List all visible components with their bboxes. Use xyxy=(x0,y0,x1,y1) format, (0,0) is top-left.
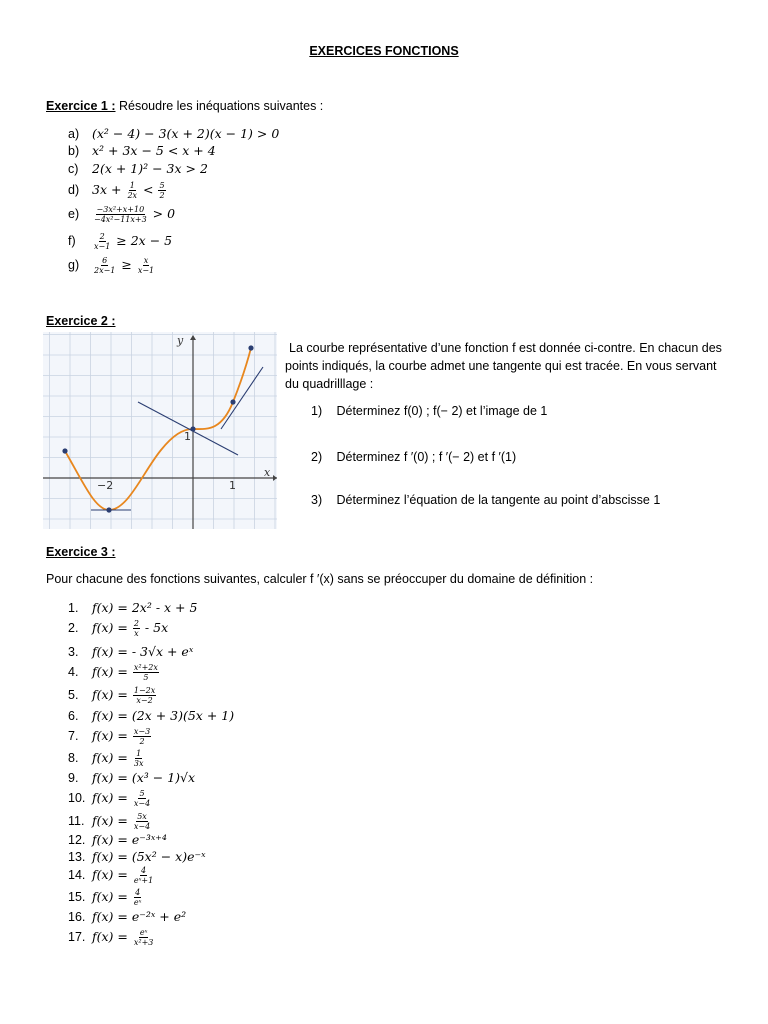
function-expression-suffix: - 5x xyxy=(140,620,169,635)
function-fraction-denominator: x xyxy=(134,629,139,638)
function-item-16 xyxy=(68,909,186,924)
inequation-fraction-denominator: x−1 xyxy=(94,242,111,251)
function-fraction-numerator: x−3 xyxy=(133,727,151,736)
function-item-number: 3. xyxy=(68,645,79,659)
function-fraction xyxy=(133,812,151,831)
tick-label-minus-2: −2 xyxy=(97,479,114,492)
function-expression-prefix: f(x) = xyxy=(92,867,132,882)
function-expression xyxy=(92,789,152,808)
inequation-label: a) xyxy=(68,127,80,141)
inequation-label: e) xyxy=(68,207,80,221)
inequation-d xyxy=(68,181,167,200)
exercise-2-heading xyxy=(46,314,116,328)
function-expression xyxy=(92,686,157,705)
inequation-fraction-denominator: −4x²−11x+3 xyxy=(94,215,147,224)
function-item-number: 13. xyxy=(68,850,86,864)
function-item-number: 4. xyxy=(68,665,79,679)
inequation-fraction-numerator: 2 xyxy=(99,232,105,241)
point-0 xyxy=(190,426,195,431)
function-fraction-numerator: eˣ xyxy=(139,928,148,937)
function-expression xyxy=(92,866,155,885)
inequation-b xyxy=(68,143,216,158)
inequation-a xyxy=(68,126,279,141)
function-expression-prefix: f(x) = xyxy=(92,929,132,944)
function-expression xyxy=(92,928,155,947)
inequation-label: f) xyxy=(68,234,76,248)
exercise-3-heading xyxy=(46,545,116,559)
function-fraction-numerator: 5 xyxy=(139,789,145,798)
inequation-label: g) xyxy=(68,258,80,272)
function-item-3 xyxy=(68,644,193,659)
function-fraction-numerator: 5x xyxy=(137,812,147,821)
function-fraction-denominator: 5 xyxy=(143,673,149,682)
inequation-expression: (x² − 4) − 3(x + 2)(x − 1) > 0 xyxy=(92,126,280,141)
inequation-fraction-denominator: x−1 xyxy=(137,266,155,275)
question-1-number: 1) xyxy=(311,404,323,418)
function-expression-prefix: f(x) = 2x² - x + 5 xyxy=(92,600,198,615)
function-fraction-denominator: x−4 xyxy=(133,822,151,831)
exercise-1-heading xyxy=(46,99,323,113)
function-item-number: 15. xyxy=(68,890,86,904)
function-fraction-numerator: 4 xyxy=(135,888,141,897)
function-item-number: 5. xyxy=(68,688,79,702)
inequation-expression: 2(x + 1)² − 3x > 2 xyxy=(92,161,208,176)
inequation-fraction-numerator: x xyxy=(143,256,149,265)
function-fraction xyxy=(133,686,156,705)
function-expression-prefix: f(x) = xyxy=(92,750,132,765)
inequation-fraction-denominator: 2x xyxy=(127,191,138,200)
tick-label-1-x: 1 xyxy=(229,479,236,492)
function-fraction-denominator: 3x xyxy=(133,759,144,768)
function-fraction-numerator: 1 xyxy=(136,749,142,758)
function-item-11 xyxy=(68,812,152,831)
inequation-fraction xyxy=(93,256,116,275)
function-expression-prefix: f(x) = (x³ − 1)√x xyxy=(92,770,196,785)
tick-label-1-y: 1 xyxy=(184,430,191,443)
inequation-fraction xyxy=(137,256,155,275)
function-expression xyxy=(92,708,234,723)
inequation-operator: > 0 xyxy=(148,206,176,221)
exercise-2-label: Exercice 2 : xyxy=(46,314,116,328)
function-expression-prefix: f(x) = xyxy=(92,664,132,679)
page-title: EXERCICES FONCTIONS xyxy=(309,44,459,58)
function-expression xyxy=(92,663,160,682)
exercise-2-paragraph: La courbe représentative d’une fonction f est donnée ci-contre. En chacun des points indiqués, la courbe admet une tangente qui est tracée. En vous servant du quadrilllage : xyxy=(285,341,722,391)
inequation-fraction-numerator: 6 xyxy=(102,256,108,265)
function-fraction-numerator: x²+2x xyxy=(133,663,158,672)
function-expression xyxy=(92,888,143,907)
exercise-2-question-2 xyxy=(311,450,516,464)
function-expression-prefix: f(x) = xyxy=(92,889,132,904)
inequation-fraction xyxy=(93,205,148,224)
function-fraction xyxy=(133,789,151,808)
function-expression xyxy=(92,812,152,831)
question-1-text: Déterminez f(0) ; f(− 2) et l’image de 1 xyxy=(336,404,548,418)
function-expression-prefix: f(x) = e⁻³ˣ⁺⁴ xyxy=(92,832,167,847)
function-item-9 xyxy=(68,770,195,785)
function-item-13 xyxy=(68,849,206,864)
inequation-f xyxy=(68,232,172,251)
function-item-number: 11. xyxy=(68,814,85,828)
function-fraction xyxy=(133,888,143,907)
function-expression-prefix: f(x) = xyxy=(92,790,132,805)
point-minus-3 xyxy=(62,448,67,453)
function-expression xyxy=(92,727,152,746)
inequation-fraction-denominator: 2 xyxy=(159,191,165,200)
inequation-prefix: 3x + xyxy=(92,182,126,197)
function-item-6 xyxy=(68,708,234,723)
inequation-label: b) xyxy=(68,144,80,158)
function-item-number: 6. xyxy=(68,709,79,723)
function-fraction-denominator: 2 xyxy=(139,737,145,746)
exercise-2-question-3 xyxy=(311,493,660,507)
inequation-fraction-numerator: 1 xyxy=(129,181,135,190)
exercise-2-question-1 xyxy=(311,404,547,418)
exercise-1-label: Exercice 1 : xyxy=(46,99,116,113)
exercise-3-label: Exercice 3 : xyxy=(46,545,116,559)
point-minus-2 xyxy=(106,507,111,512)
function-fraction-numerator: 4 xyxy=(141,866,147,875)
function-item-number: 12. xyxy=(68,833,86,847)
function-fraction xyxy=(133,928,155,947)
graph-background xyxy=(43,332,277,529)
function-item-17 xyxy=(68,928,155,947)
inequation-expression: x² + 3x − 5 < x + 4 xyxy=(92,143,216,158)
function-expression xyxy=(92,644,193,659)
function-item-12 xyxy=(68,832,167,847)
function-expression-prefix: f(x) = (5x² − x)e⁻ˣ xyxy=(92,849,206,864)
function-item-number: 10. xyxy=(68,791,86,805)
inequation-operator: ≥ xyxy=(117,257,136,272)
x-axis-label: x xyxy=(264,466,271,479)
inequation-fraction xyxy=(93,232,111,251)
point-1 xyxy=(230,399,235,404)
function-fraction xyxy=(133,663,159,682)
function-item-2 xyxy=(68,619,168,638)
function-fraction-denominator: x−2 xyxy=(136,696,153,705)
inequation-fraction xyxy=(126,181,138,200)
function-item-7 xyxy=(68,727,152,746)
inequation-operator: < xyxy=(139,182,158,197)
function-fraction-denominator: x−4 xyxy=(133,799,151,808)
function-item-4 xyxy=(68,663,160,682)
function-item-number: 16. xyxy=(68,910,86,924)
function-fraction-numerator: 2 xyxy=(133,619,139,628)
function-fraction xyxy=(133,749,145,768)
function-expression-prefix: f(x) = - 3√x + eˣ xyxy=(92,644,194,659)
inequation-c xyxy=(68,161,208,176)
function-expression-prefix: f(x) = xyxy=(92,813,132,828)
exercise-3-instruction: Pour chacune des fonctions suivantes, calculer f ′(x) sans se préoccuper du domaine de définition : xyxy=(46,572,594,586)
function-graph xyxy=(43,332,277,529)
function-expression xyxy=(92,849,206,864)
inequation-operator: ≥ 2x − 5 xyxy=(112,233,173,248)
function-fraction-denominator: eˣ+1 xyxy=(133,876,154,885)
function-fraction xyxy=(133,866,154,885)
inequation-label: d) xyxy=(68,183,80,197)
inequation-fraction-denominator: 2x−1 xyxy=(94,266,116,275)
function-expression-prefix: f(x) = xyxy=(92,728,132,743)
function-item-number: 8. xyxy=(68,751,79,765)
question-2-number: 2) xyxy=(311,450,323,464)
function-expression xyxy=(92,749,145,768)
function-expression-prefix: f(x) = xyxy=(92,620,132,635)
exercise-1-instruction: Résoudre les inéquations suivantes : xyxy=(118,99,324,113)
function-fraction-denominator: x²+3 xyxy=(133,938,154,947)
question-3-text: Déterminez l’équation de la tangente au point d’abscisse 1 xyxy=(336,493,661,507)
function-item-number: 9. xyxy=(68,771,79,785)
y-axis-label: y xyxy=(177,334,184,347)
inequation-label: c) xyxy=(68,162,79,176)
function-item-number: 1. xyxy=(68,601,79,615)
function-expression-prefix: f(x) = xyxy=(92,687,132,702)
function-fraction xyxy=(133,727,151,746)
function-item-5 xyxy=(68,686,157,705)
function-item-number: 14. xyxy=(68,868,86,882)
function-expression xyxy=(92,832,167,847)
inequation-g xyxy=(68,256,156,275)
function-expression xyxy=(92,600,197,615)
question-3-number: 3) xyxy=(311,493,323,507)
function-fraction xyxy=(133,619,140,638)
function-expression-prefix: f(x) = e⁻²ˣ + e² xyxy=(92,909,187,924)
point-1-5 xyxy=(248,345,253,350)
inequation-e xyxy=(68,205,175,224)
function-expression xyxy=(92,909,186,924)
inequation-fraction xyxy=(158,181,165,200)
function-item-number: 7. xyxy=(68,729,79,743)
question-2-text: Déterminez f ′(0) ; f ′(− 2) et f ′(1) xyxy=(336,450,517,464)
function-item-number: 17. xyxy=(68,930,86,944)
function-item-8 xyxy=(68,749,145,768)
function-item-14 xyxy=(68,866,155,885)
function-expression xyxy=(92,770,195,785)
inequation-fraction-numerator: −3x²+x+10 xyxy=(96,205,145,214)
function-expression xyxy=(92,619,169,638)
function-item-1 xyxy=(68,600,197,615)
function-item-number: 2. xyxy=(68,621,79,635)
function-item-15 xyxy=(68,888,143,907)
function-item-10 xyxy=(68,789,152,808)
inequation-fraction-numerator: 5 xyxy=(159,181,165,190)
function-fraction-numerator: 1−2x xyxy=(133,686,156,695)
function-expression-prefix: f(x) = (2x + 3)(5x + 1) xyxy=(92,708,235,723)
function-fraction-denominator: eˣ xyxy=(133,898,142,907)
